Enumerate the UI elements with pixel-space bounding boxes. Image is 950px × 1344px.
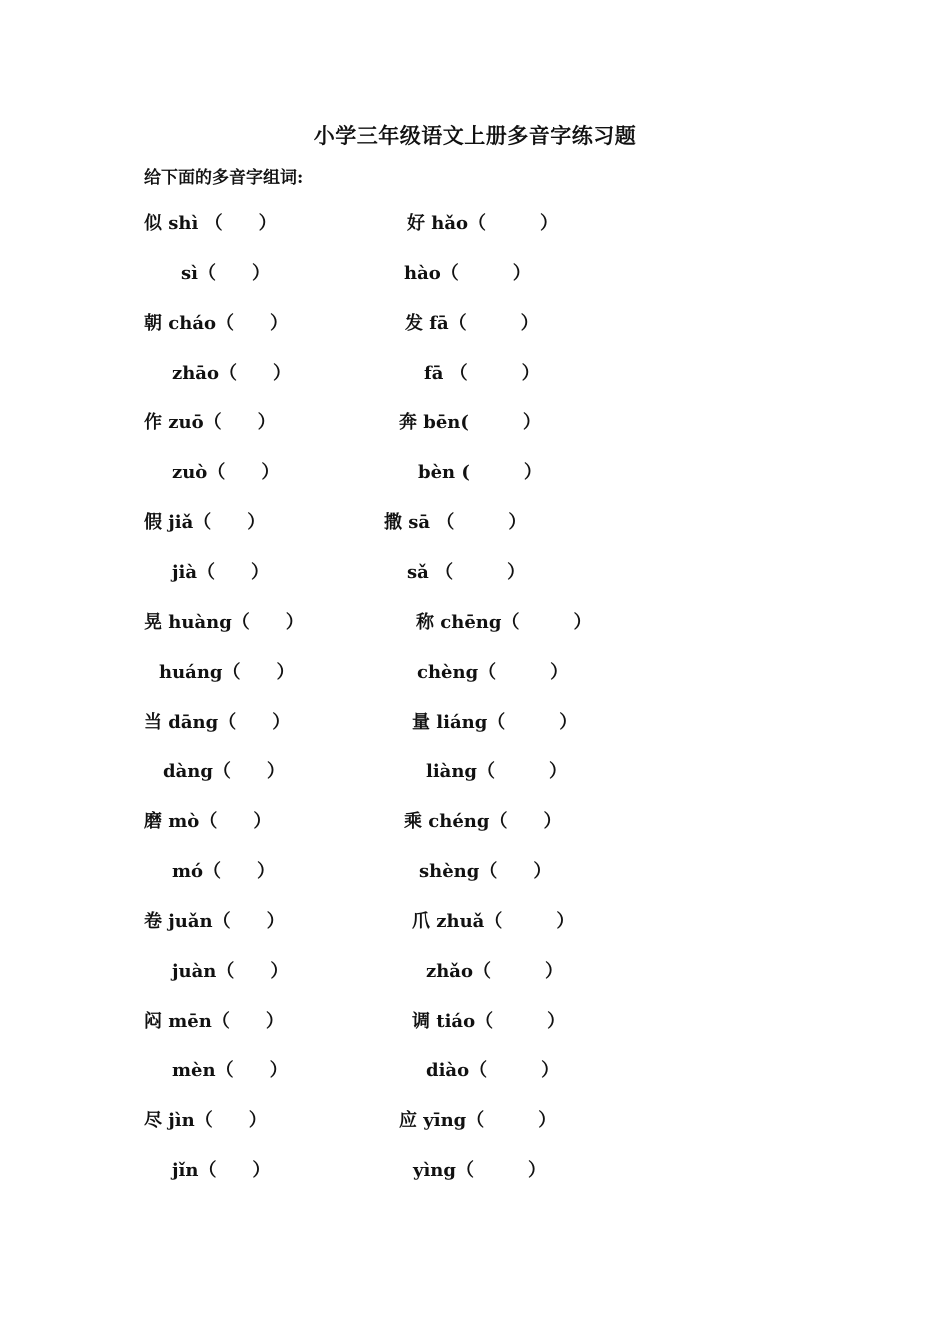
left-column-entry: 当 dāng（ ） (144, 712, 291, 733)
left-column-entry: 闷 mēn（ ） (144, 1011, 284, 1032)
right-column-entry: 发 fā（ ） (405, 313, 539, 334)
left-column-entry: jǐn（ ） (172, 1160, 271, 1181)
left-column-entry: mèn（ ） (172, 1060, 288, 1081)
left-column-entry: 假 jiǎ（ ） (144, 512, 266, 533)
right-column-entry: 好 hǎo（ ） (407, 213, 559, 234)
left-column-entry: zhāo（ ） (172, 363, 291, 384)
left-column-entry: mó（ ） (172, 861, 276, 882)
right-column-entry: 量 liáng（ ） (412, 712, 578, 733)
right-column-entry: shèng（ ） (419, 861, 552, 882)
left-column-entry: 作 zuō（ ） (144, 412, 276, 433)
left-column-entry: 尽 jìn（ ） (144, 1110, 267, 1131)
right-column-entry: sǎ （ ） (407, 562, 526, 583)
right-column-entry: zhǎo（ ） (426, 961, 563, 982)
right-column-entry: 奔 bēn( ） (399, 412, 541, 433)
right-column-entry: yìng（ ） (413, 1160, 546, 1181)
left-column-entry: juàn（ ） (172, 961, 289, 982)
left-column-entry: 似 shì （ ） (144, 213, 277, 234)
left-column-entry: 朝 cháo（ ） (144, 313, 288, 334)
right-column-entry: 调 tiáo（ ） (412, 1011, 566, 1032)
left-column-entry: zuò（ ） (172, 462, 280, 483)
left-column-entry: dàng（ ） (163, 761, 285, 782)
page-title: 小学三年级语文上册多音字练习题 (313, 123, 637, 148)
instruction-text: 给下面的多音字组词: (144, 168, 304, 188)
left-column-entry: sì（ ） (181, 263, 270, 284)
right-column-entry: 爪 zhuǎ（ ） (412, 911, 575, 932)
left-column-entry: 磨 mò（ ） (144, 811, 272, 832)
right-column-entry: 应 yīng（ ） (399, 1110, 557, 1131)
right-column-entry: fā （ ） (424, 363, 540, 384)
left-column-entry: 卷 juǎn（ ） (144, 911, 285, 932)
right-column-entry: liàng（ ） (426, 761, 568, 782)
right-column-entry: bèn ( ） (418, 462, 542, 483)
right-column-entry: diào（ ） (426, 1060, 560, 1081)
right-column-entry: 撒 sā （ ） (384, 512, 527, 533)
right-column-entry: hào（ ） (404, 263, 531, 284)
left-column-entry: huáng（ ） (159, 662, 295, 683)
right-column-entry: 乘 chéng（ ） (404, 811, 562, 832)
right-column-entry: chèng（ ） (417, 662, 569, 683)
left-column-entry: 晃 huàng（ ） (144, 612, 304, 633)
right-column-entry: 称 chēng（ ） (416, 612, 592, 633)
left-column-entry: jià（ ） (172, 562, 270, 583)
